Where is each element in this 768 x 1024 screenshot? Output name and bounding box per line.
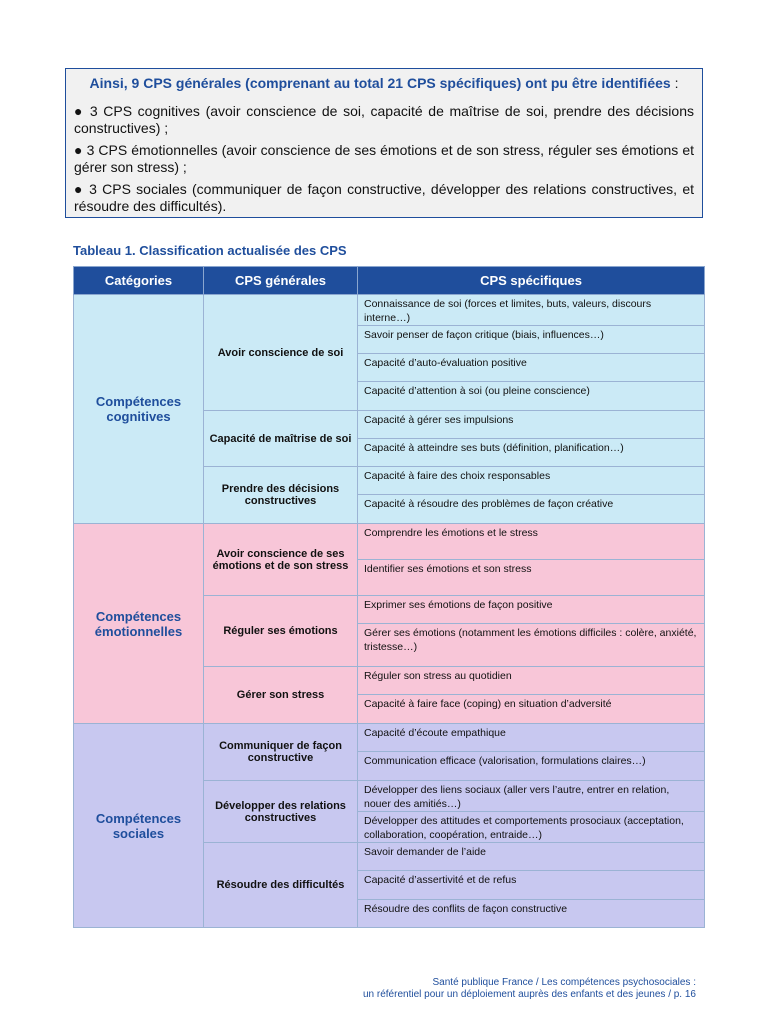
- general-cps: Communiquer de façon constructive: [204, 724, 358, 781]
- general-cps: Gérer son stress: [204, 667, 358, 724]
- specific-cps: Développer des liens sociaux (aller vers l’autre, entrer en relation, nouer des amitiés…): [358, 781, 705, 812]
- specific-cps: Capacité d’auto-évaluation positive: [358, 354, 705, 382]
- general-cps: Prendre des décisions constructives: [204, 467, 358, 524]
- table-row: [74, 724, 705, 752]
- specific-cps: Capacité d’attention à soi (ou pleine conscience): [358, 382, 705, 411]
- specific-cps: Gérer ses émotions (notamment les émotions difficiles : colère, anxiété, tristesse…): [358, 624, 705, 667]
- specific-cps: Résoudre des conflits de façon constructive: [358, 900, 705, 928]
- specific-cps: Identifier ses émotions et son stress: [358, 560, 705, 596]
- specific-cps: Réguler son stress au quotidien: [358, 667, 705, 695]
- specific-cps: Exprimer ses émotions de façon positive: [358, 596, 705, 624]
- specific-cps: Capacité à atteindre ses buts (définition, planification…): [358, 439, 705, 467]
- header-general: CPS générales: [204, 267, 358, 295]
- footer-line-1: Santé publique France / Les compétences psychosociales :: [432, 977, 696, 988]
- specific-cps: Capacité à faire des choix responsables: [358, 467, 705, 495]
- table-title: Tableau 1. Classification actualisée des CPS: [73, 243, 347, 258]
- category-social: Compétences sociales: [74, 724, 204, 928]
- specific-cps: Savoir penser de façon critique (biais, influences…): [358, 326, 705, 354]
- summary-lead-tail: :: [670, 75, 679, 91]
- category-emotional: Compétences émotionnelles: [74, 524, 204, 724]
- summary-bullet-social: ● 3 CPS sociales (communiquer de façon constructive, développer des relations constructives, et résoudre des difficultés).: [74, 181, 694, 214]
- specific-cps: Comprendre les émotions et le stress: [358, 524, 705, 560]
- specific-cps: Capacité à résoudre des problèmes de façon créative: [358, 495, 705, 524]
- general-cps: Résoudre des difficultés: [204, 843, 358, 928]
- general-cps: Avoir conscience de soi: [204, 295, 358, 411]
- table-row: [74, 295, 705, 326]
- header-categories: Catégories: [74, 267, 204, 295]
- cps-classification-table: [73, 266, 705, 928]
- header-specific: CPS spécifiques: [358, 267, 705, 295]
- general-cps: Capacité de maîtrise de soi: [204, 411, 358, 467]
- table-row: [74, 524, 705, 560]
- footer-line-2: un référentiel pour un déploiement auprès des enfants et des jeunes / p. 16: [362, 989, 696, 1000]
- specific-cps: Capacité à faire face (coping) en situation d’adversité: [358, 695, 705, 724]
- summary-lead: Ainsi, 9 CPS générales (comprenant au total 21 CPS spécifiques) ont pu être identifiées: [89, 75, 671, 91]
- summary-heading: [74, 74, 694, 92]
- summary-bullet-cognitive: ● 3 CPS cognitives (avoir conscience de soi, capacité de maîtrise de soi, prendre des décisions constructives) ;: [74, 103, 694, 136]
- specific-cps: Développer des attitudes et comportements prosociaux (acceptation, collaboration, coopération, entraide…): [358, 812, 705, 843]
- specific-cps: Savoir demander de l’aide: [358, 843, 705, 871]
- category-cognitive: Compétences cognitives: [74, 295, 204, 524]
- specific-cps: Capacité d’écoute empathique: [358, 724, 705, 752]
- general-cps: Avoir conscience de ses émotions et de son stress: [204, 524, 358, 596]
- general-cps: Développer des relations constructives: [204, 781, 358, 843]
- page-footer: [363, 977, 696, 1001]
- specific-cps: Capacité à gérer ses impulsions: [358, 411, 705, 439]
- specific-cps: Connaissance de soi (forces et limites, buts, valeurs, discours interne…): [358, 295, 705, 326]
- summary-bullet-emotional: ● 3 CPS émotionnelles (avoir conscience de ses émotions et de son stress, réguler ses émotions et gérer son stress) ;: [74, 142, 694, 175]
- summary-box: [65, 68, 703, 218]
- specific-cps: Communication efficace (valorisation, formulations claires…): [358, 752, 705, 781]
- specific-cps: Capacité d’assertivité et de refus: [358, 871, 705, 900]
- general-cps: Réguler ses émotions: [204, 596, 358, 667]
- table-header-row: [74, 267, 705, 295]
